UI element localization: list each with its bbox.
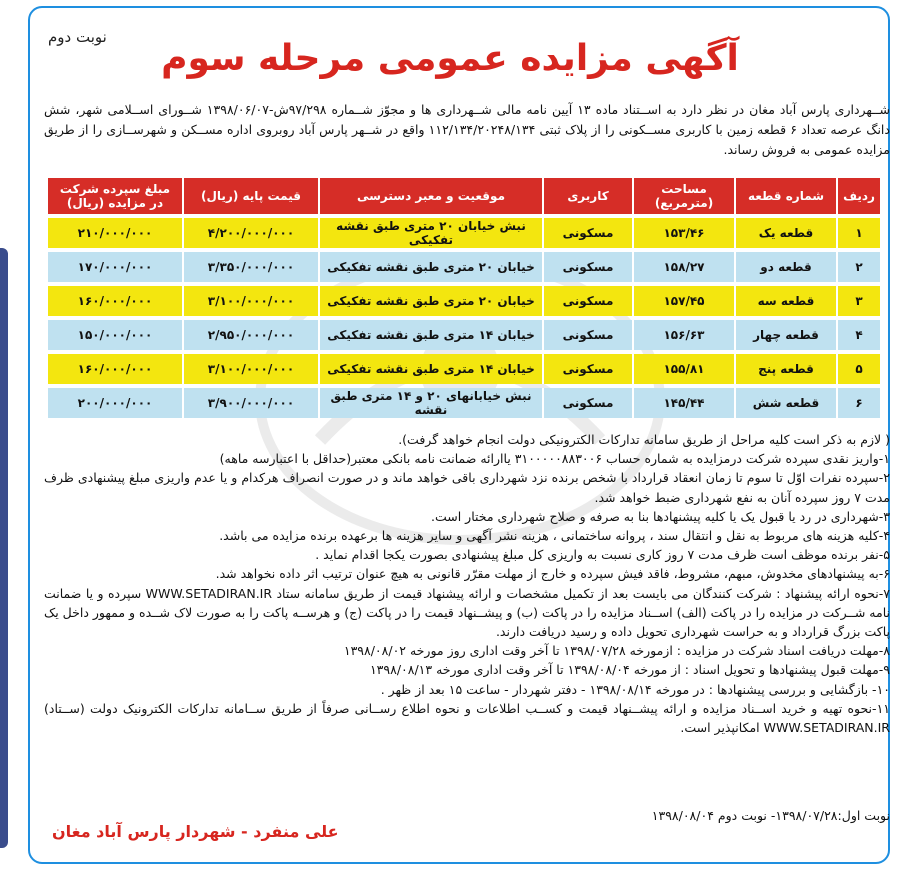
cell-usage: مسکونی xyxy=(542,286,632,316)
table-row xyxy=(48,388,880,418)
publication-dates: نوبت اول:۱۳۹۸/۰۷/۲۸- نوبت دوم ۱۳۹۸/۰۸/۰۴ xyxy=(651,808,890,823)
cell-usage: مسکونی xyxy=(542,218,632,248)
cell-lot-number: قطعه سه xyxy=(734,286,836,316)
term-item: ۹-مهلت قبول پیشنهادها و تحویل اسناد : از مورخه ۱۳۹۸/۰۸/۰۴ تا آخر وقت اداری مورخه ۱۳۹۸/۰۸/۱۳ xyxy=(369,662,890,678)
table-header-row xyxy=(48,178,880,214)
terms-list xyxy=(44,430,890,737)
col-header-location: موقعیت و معبر دسترسی xyxy=(318,178,542,214)
cell-base-price: ۳/۹۰۰/۰۰۰/۰۰۰ xyxy=(182,388,318,418)
col-header-usage: کاربری xyxy=(542,178,632,214)
cell-area: ۱۴۵/۴۴ xyxy=(632,388,734,418)
mayor-signature: علی منفرد - شهردار پارس آباد مغان xyxy=(52,822,339,841)
term-item: ۸-مهلت دریافت اسناد شرکت در مزایده : ازمورخه ۱۳۹۸/۰۷/۲۸ تا آخر وقت اداری روز مورخه ۱۳۹۸/۰۸/۰۲ xyxy=(343,643,890,659)
cell-row-number: ۱ xyxy=(836,218,880,248)
cell-location: خیابان ۱۴ متری طبق نقشه تفکیکی xyxy=(318,354,542,384)
lots-table xyxy=(48,174,880,422)
table-row xyxy=(48,354,880,384)
term-item: ۴-کلیه هزینه های مربوط به نقل و انتقال سند ، پروانه ساختمانی ، هزینه نشر آگهی و سایر هزینه ها برعهده برنده مزایده می باشد. xyxy=(219,528,890,544)
col-header-deposit: مبلغ سپرده شرکت در مزایده (ریال) xyxy=(48,178,182,214)
term-item: ۶-به پیشنهادهای مخدوش، مبهم، مشروط، فاقد فیش سپرده و خارج از مهلت مقرّر قانونی به هیچ عنوان ترتیب اثر داده نخواهد شد. xyxy=(215,566,890,582)
col-header-lot-number: شماره قطعه xyxy=(734,178,836,214)
cell-base-price: ۴/۲۰۰/۰۰۰/۰۰۰ xyxy=(182,218,318,248)
cell-location: خیابان ۲۰ متری طبق نقشه تفکیکی xyxy=(318,286,542,316)
cell-area: ۱۵۶/۶۳ xyxy=(632,320,734,350)
term-item: ۷-نحوه ارائه پیشنهاد : شرکت کنندگان می بایست بعد از تکمیل مشخصات و ارائه پیشنهاد قیمت از طریق سامانه ستاد WWW.SETADIRAN.IR سپرده و یا ضمانت نامه شــرکت در مزایده را در پاکت (الف) اســناد مزایده را در پاکت (ب) و پیشــنهاد قیمت را در پاکت (ج) و هرســه پاکت را به صورت لاک شــده و ممهور داخل یک پاکت بزرگ قرارداد و به حراست شهرداری تحویل داده و رسید دریافت دارند. xyxy=(44,585,890,640)
cell-location: خیابان ۱۴ متری طبق نقشه تفکیکی xyxy=(318,320,542,350)
intro-paragraph: شــهرداری پارس آباد مغان در نظر دارد به اســتناد ماده ۱۳ آیین نامه مالی شــهرداری ها و مجوّز شــماره ۹۷/۲۹۸ش-۱۳۹۸/۰۶/۰۷ شــورای اســلامی شهر، شش دانگ عرصه تعداد ۶ قطعه زمین با کاربری مســکونی را از پلاک ثبتی ۱۱۲/۱۳۴/۲۰۲۴۸/۱۳۴ واقع در شــهر پارس آباد روبروی اداره مســکن و شهرســازی را از طریق مزایده عمومی به فروش رساند. xyxy=(44,102,890,157)
table-row xyxy=(48,286,880,316)
publication-round-label: نوبت دوم xyxy=(48,28,107,46)
cell-location: نبش خیابان ۲۰ متری طبق نقشه تفکیکی xyxy=(318,218,542,248)
cell-area: ۱۵۸/۲۷ xyxy=(632,252,734,282)
cell-usage: مسکونی xyxy=(542,388,632,418)
cell-area: ۱۵۳/۴۶ xyxy=(632,218,734,248)
cell-deposit: ۱۶۰/۰۰۰/۰۰۰ xyxy=(48,286,182,316)
term-item: ۱۰- بازگشایی و بررسی پیشنهادها : در مورخه ۱۳۹۸/۰۸/۱۴ - دفتر شهردار - ساعت ۱۵ بعد از ظهر . xyxy=(380,681,890,697)
cell-base-price: ۲/۹۵۰/۰۰۰/۰۰۰ xyxy=(182,320,318,350)
cell-row-number: ۲ xyxy=(836,252,880,282)
cell-lot-number: قطعه شش xyxy=(734,388,836,418)
cell-row-number: ۵ xyxy=(836,354,880,384)
cell-usage: مسکونی xyxy=(542,354,632,384)
col-header-row-number: ردیف xyxy=(836,178,880,214)
cell-lot-number: قطعه دو xyxy=(734,252,836,282)
cell-deposit: ۱۵۰/۰۰۰/۰۰۰ xyxy=(48,320,182,350)
cell-usage: مسکونی xyxy=(542,320,632,350)
cell-usage: مسکونی xyxy=(542,252,632,282)
term-item: ۱-واریز نقدی سپرده شرکت درمزایده به شماره حساب ۳۱۰۰۰۰۰۸۸۳۰۰۶ یاارائه ضمانت نامه بانکی معتبر(حداقل با اعتبارسه ماهه) xyxy=(219,451,890,467)
col-header-area: مساحت (مترمربع) xyxy=(632,178,734,214)
cell-lot-number: قطعه چهار xyxy=(734,320,836,350)
cell-location: خیابان ۲۰ متری طبق نقشه تفکیکی xyxy=(318,252,542,282)
cell-area: ۱۵۷/۴۵ xyxy=(632,286,734,316)
left-edge-strip xyxy=(0,248,8,848)
cell-lot-number: قطعه یک xyxy=(734,218,836,248)
table-row xyxy=(48,218,880,248)
notice-title: آگهی مزایده عمومی مرحله سوم xyxy=(161,38,739,79)
table-row xyxy=(48,252,880,282)
term-item: ۲-سپرده نفرات اوّل تا سوم تا زمان انعقاد قرارداد با شخص برنده نزد شهرداری باقی خواهد ماند و در صورت انصراف هرکدام و یا عدم واریزی مبلغ پیشنهادی ظرف مدت ۷ روز سپرده آنان به نفع شهرداری ضبط خواهد شد. xyxy=(44,470,890,505)
cell-lot-number: قطعه پنج xyxy=(734,354,836,384)
cell-row-number: ۳ xyxy=(836,286,880,316)
cell-deposit: ۲۱۰/۰۰۰/۰۰۰ xyxy=(48,218,182,248)
cell-base-price: ۳/۳۵۰/۰۰۰/۰۰۰ xyxy=(182,252,318,282)
cell-base-price: ۳/۱۰۰/۰۰۰/۰۰۰ xyxy=(182,286,318,316)
cell-base-price: ۳/۱۰۰/۰۰۰/۰۰۰ xyxy=(182,354,318,384)
term-item: ۵-نفر برنده موظف است ظرف مدت ۷ روز کاری نسبت به واریزی کل مبلغ پیشنهادی بصورت یکجا اقدام نماید . xyxy=(315,547,890,563)
cell-deposit: ۱۷۰/۰۰۰/۰۰۰ xyxy=(48,252,182,282)
table-row xyxy=(48,320,880,350)
cell-row-number: ۶ xyxy=(836,388,880,418)
col-header-base-price: قیمت پایه (ریال) xyxy=(182,178,318,214)
cell-location: نبش خیابانهای ۲۰ و ۱۴ متری طبق نقشه xyxy=(318,388,542,418)
cell-deposit: ۱۶۰/۰۰۰/۰۰۰ xyxy=(48,354,182,384)
cell-deposit: ۲۰۰/۰۰۰/۰۰۰ xyxy=(48,388,182,418)
cell-area: ۱۵۵/۸۱ xyxy=(632,354,734,384)
term-item: ۳-شهرداری در رد یا قبول یک یا کلیه پیشنهادها بنا به صرفه و صلاح شهرداری مختار است. xyxy=(431,508,890,524)
term-item: ۱۱-نحوه تهیه و خرید اســناد مزایده و ارائه پیشــنهاد قیمت و کســب اطلاعات و نحوه اطلاع رســانی صرفاً از طریق ســامانه تدارکات الکترونیک دولت (ســتاد) WWW.SETADIRAN.IR امکانپذیر است. xyxy=(44,700,890,736)
cell-row-number: ۴ xyxy=(836,320,880,350)
terms-note: ( لازم به ذکر است کلیه مراحل از طریق سامانه تدارکات الکترونیکی دولت انجام خواهد گرفت). xyxy=(398,432,890,447)
